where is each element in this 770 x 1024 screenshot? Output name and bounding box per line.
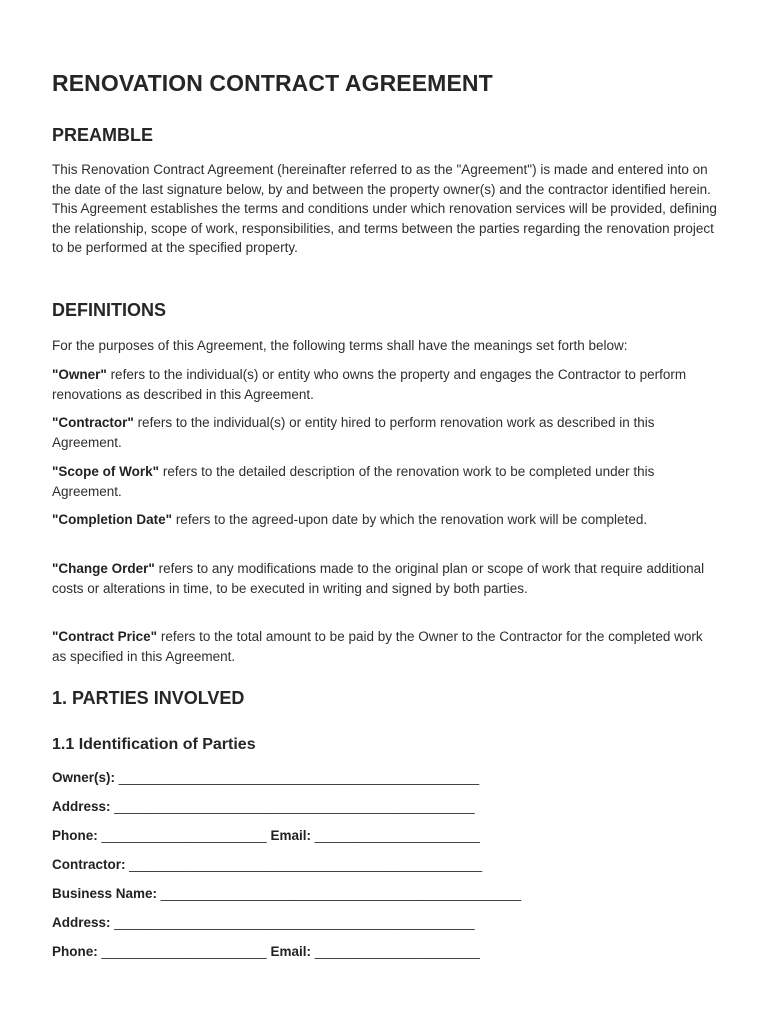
phone-blank[interactable]: ______________________ [97, 828, 271, 843]
definition-text: refers to the agreed-upon date by which the renovation work will be completed. [172, 512, 648, 527]
parties-heading: 1. PARTIES INVOLVED [52, 688, 245, 708]
address-blank[interactable]: ________________________________________________ [110, 915, 475, 930]
definition-term: "Scope of Work" [52, 464, 160, 479]
definition-text: refers to the detailed description of the renovation work to be completed under this Agreement. [52, 464, 655, 499]
definition-term: "Change Order" [52, 561, 155, 576]
parties-subheading: 1.1 Identification of Parties [52, 736, 256, 753]
phone-label: Phone: [52, 944, 98, 959]
definition-scope-of-work [52, 462, 720, 501]
preamble-heading: PREAMBLE [52, 125, 154, 145]
definition-contractor [52, 413, 720, 452]
definition-term: "Completion Date" [52, 512, 173, 527]
definition-text: refers to the individual(s) or entity who owns the property and engages the Contractor to perform renovations as described in this Agreement. [52, 367, 687, 402]
definition-owner [52, 365, 720, 404]
email-label: Email: [270, 944, 311, 959]
contractor-label: Contractor: [52, 857, 126, 872]
contractor-field[interactable] [52, 855, 482, 874]
address-blank[interactable]: ________________________________________________ [110, 799, 475, 814]
owner-label: Owner(s): [52, 770, 116, 785]
phone-blank[interactable]: ______________________ [97, 944, 271, 959]
phone-label: Phone: [52, 828, 98, 843]
preamble-text: This Renovation Contract Agreement (hereinafter referred to as the "Agreement") is made and entered into on the date of the last signature below, by and between the property owner(s) and the contractor identified herein. This Agreement establishes the terms and conditions under which renovation services will be provided, defining the relationship, scope of work, responsibilities, and terms between the parties regarding the renovation project to be performed at the specified property. [52, 162, 717, 255]
definitions-heading: DEFINITIONS [52, 300, 167, 320]
email-label: Email: [270, 828, 311, 843]
business-name-label: Business Name: [52, 886, 158, 901]
definition-term: "Owner" [52, 367, 107, 382]
address-label: Address: [52, 915, 111, 930]
business-name-field[interactable] [52, 884, 521, 903]
owner-field[interactable] [52, 768, 479, 787]
business-name-blank[interactable]: ________________________________________________ [157, 886, 522, 901]
definition-text: refers to any modifications made to the original plan or scope of work that require additional costs or alterations in time, to be executed in writing and signed by both parties. [52, 561, 705, 596]
owner-blank[interactable]: ________________________________________________ [115, 770, 480, 785]
owner-contact-field[interactable] [52, 826, 480, 845]
contractor-contact-field[interactable] [52, 942, 480, 961]
definition-text: refers to the total amount to be paid by the Owner to the Contractor for the completed work as specified in this Agreement. [52, 629, 703, 664]
definition-term: "Contract Price" [52, 629, 158, 644]
contractor-blank[interactable]: _______________________________________________ [125, 857, 483, 872]
owner-address-field[interactable] [52, 797, 475, 816]
definition-text: refers to the individual(s) or entity hired to perform renovation work as described in this Agreement. [52, 415, 655, 450]
contractor-address-field[interactable] [52, 913, 475, 932]
definition-contract-price [52, 627, 720, 666]
address-label: Address: [52, 799, 111, 814]
definitions-intro: For the purposes of this Agreement, the following terms shall have the meanings set forth below: [52, 338, 628, 353]
definition-completion-date [52, 510, 720, 530]
email-blank[interactable]: ______________________ [310, 944, 480, 959]
definition-term: "Contractor" [52, 415, 134, 430]
definition-change-order [52, 559, 720, 598]
email-blank[interactable]: ______________________ [310, 828, 480, 843]
document-title: RENOVATION CONTRACT AGREEMENT [52, 70, 493, 96]
